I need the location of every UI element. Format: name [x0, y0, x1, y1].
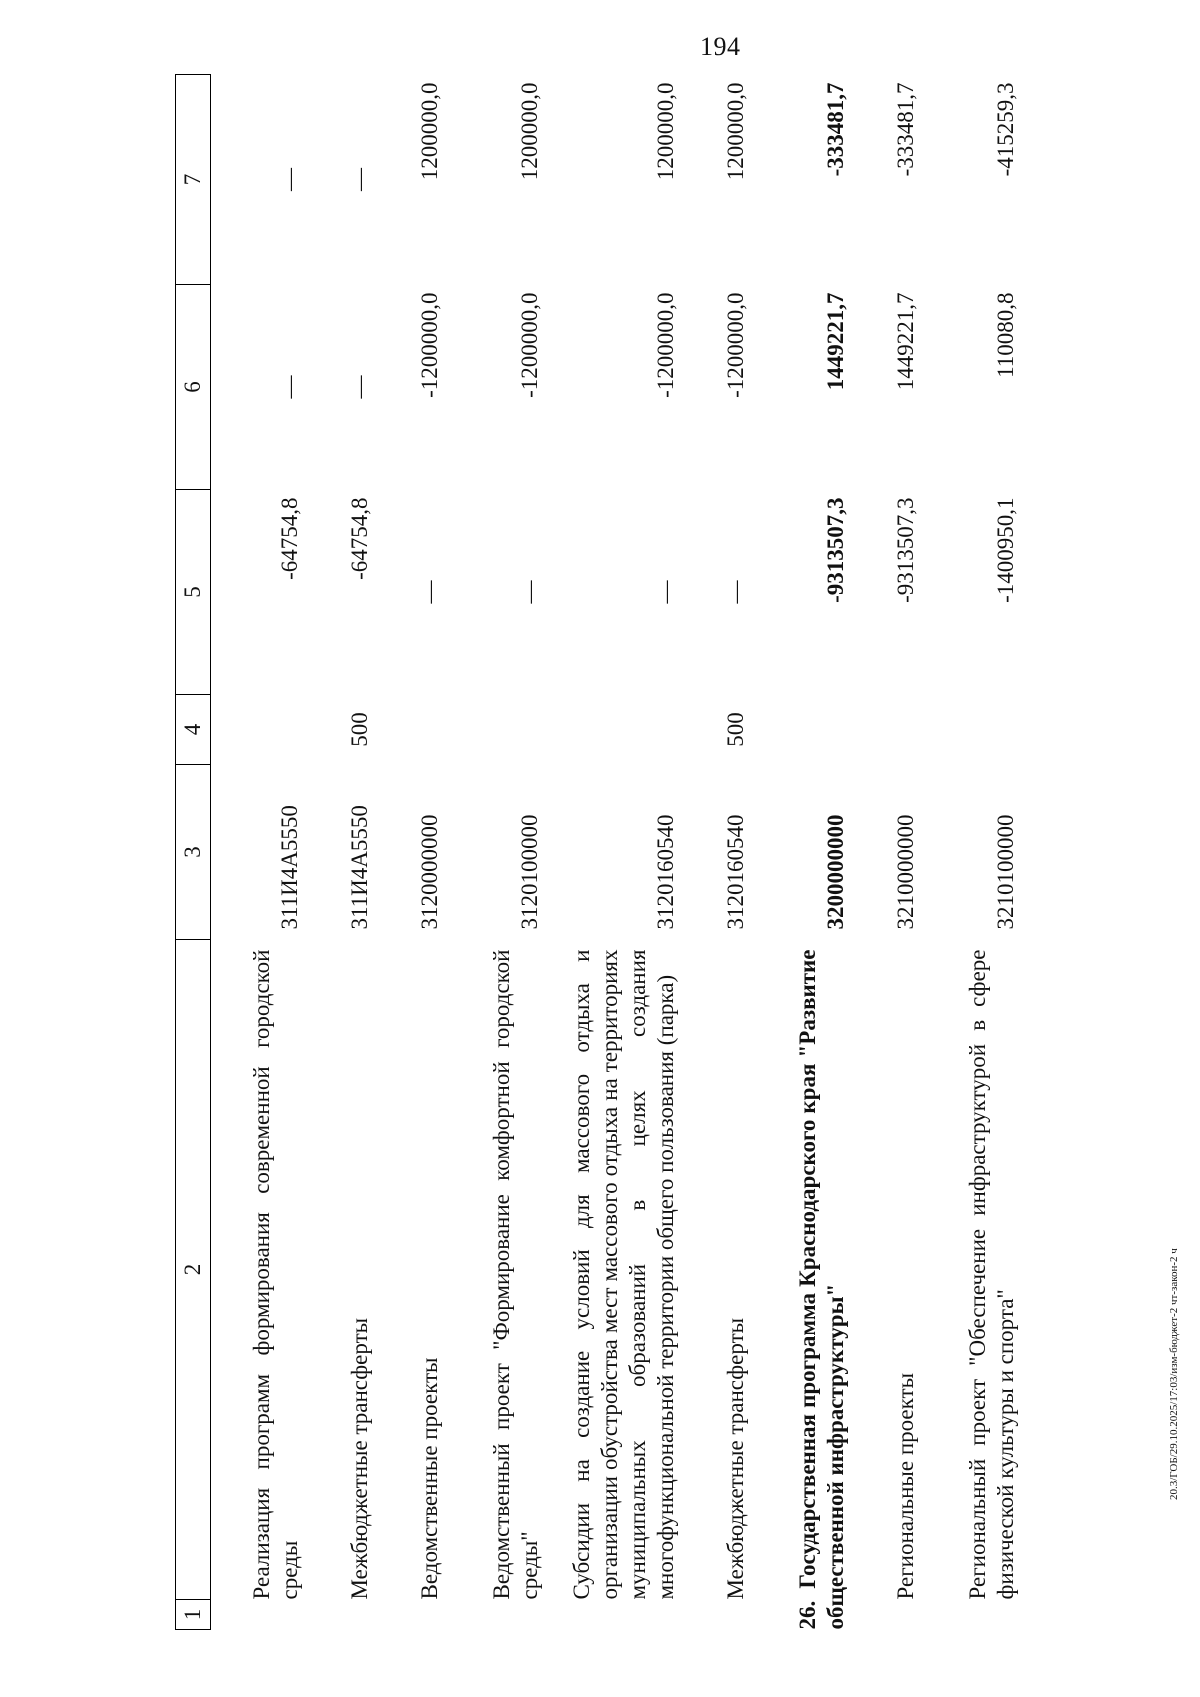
- row-name: Ведомственные проекты: [417, 1357, 443, 1600]
- row-value-5: -9313507,3: [893, 497, 919, 603]
- row-value-7: -415259,3: [993, 82, 1019, 177]
- column-header-4: 4: [176, 695, 211, 765]
- row-code: 3120160540: [653, 814, 679, 930]
- row-value-6: 1449221,7: [893, 292, 919, 391]
- table-row: [381, 75, 451, 1630]
- row-value-7: 1200000,0: [723, 82, 749, 181]
- row-index: [311, 1600, 381, 1630]
- row-value-5: —: [517, 580, 543, 604]
- column-header-2: 2: [176, 940, 211, 1600]
- row-type: [451, 695, 551, 765]
- row-index: [927, 1600, 1027, 1630]
- row-value-6: -1200000,0: [517, 292, 543, 398]
- row-value-5: -9313507,3: [823, 497, 849, 603]
- column-header-3: 3: [176, 765, 211, 940]
- row-type: [211, 695, 311, 765]
- row-name: Ведомственный проект "Формирование комфортной городской среды": [489, 949, 543, 1600]
- table-row: [927, 75, 1027, 1630]
- row-value-6: 110080,8: [993, 292, 1019, 378]
- row-value-6: -1200000,0: [723, 292, 749, 398]
- row-value-7: —: [347, 168, 373, 191]
- table-row: [311, 75, 381, 1630]
- row-index: [687, 1600, 757, 1630]
- budget-table-container: [175, 75, 1135, 1630]
- row-value-7: -333481,7: [893, 82, 919, 177]
- column-header-6: 6: [176, 285, 211, 490]
- row-value-6: -1200000,0: [653, 292, 679, 398]
- row-index: [451, 1600, 551, 1630]
- row-value-5: —: [723, 580, 749, 604]
- footer-document-code: 20.3/ГОБ/29.10.2025/17:03/изм-бюджет-2 чт-закон-2 ч: [1168, 1248, 1180, 1500]
- row-code: 3120160540: [723, 814, 749, 930]
- row-code: 3120000000: [417, 814, 443, 930]
- row-type: [757, 695, 857, 765]
- row-value-6: —: [347, 375, 373, 399]
- row-value-6: -1200000,0: [417, 292, 443, 398]
- row-value-6: —: [277, 375, 303, 399]
- table-row: [857, 75, 927, 1630]
- table-row: [211, 75, 311, 1630]
- row-value-5: -64754,8: [347, 497, 373, 580]
- row-type: 500: [723, 712, 749, 747]
- row-name: Субсидии на создание условий для массового отдыха и организации обустройства мест массового отдыха на территориях муниципальных образований в целях создания многофункциональной территории общего пользования (парка): [569, 949, 679, 1600]
- row-type: [857, 695, 927, 765]
- column-header-5: 5: [176, 490, 211, 695]
- row-name: Региональные проекты: [893, 1372, 919, 1600]
- row-value-5: -1400950,1: [993, 497, 1019, 603]
- column-header-1: 1: [176, 1600, 211, 1630]
- row-value-5: —: [653, 580, 679, 604]
- row-code: 311И4А5550: [347, 805, 373, 930]
- row-value-5: -64754,8: [277, 497, 303, 580]
- row-index: [211, 1600, 311, 1630]
- row-type: [381, 695, 451, 765]
- row-index: 26.: [795, 1600, 821, 1630]
- row-code: 311И4А5550: [277, 805, 303, 930]
- row-code: 3210100000: [993, 814, 1019, 930]
- row-value-7: 1200000,0: [517, 82, 543, 181]
- table-row: [687, 75, 757, 1630]
- row-code: 3120100000: [517, 814, 543, 930]
- column-header-7: 7: [176, 75, 211, 285]
- table-header-row: [176, 75, 211, 1630]
- row-name: Реализация программ формирования современной городской среды: [249, 949, 303, 1600]
- row-value-7: 1200000,0: [417, 82, 443, 181]
- row-value-7: —: [277, 168, 303, 191]
- row-name-text: Государственная программа Краснодарского края "Развитие общественной инфраструктуры": [795, 949, 849, 1630]
- row-index: [551, 1600, 687, 1630]
- table-row: [757, 75, 857, 1630]
- row-code: 3200000000: [823, 814, 849, 930]
- row-index: [857, 1600, 927, 1630]
- row-name: [757, 940, 857, 1630]
- table-row: [451, 75, 551, 1630]
- row-index: [381, 1600, 451, 1630]
- row-name: Межбюджетные трансферты: [723, 1317, 749, 1600]
- row-type: 500: [347, 712, 373, 747]
- row-code: 3210000000: [893, 814, 919, 930]
- row-name: Региональный проект "Обеспечение инфраструктурой в сфере физической культуры и спорта": [965, 949, 1019, 1600]
- page-number: 194: [700, 32, 741, 61]
- row-type: [927, 695, 1027, 765]
- row-type: [551, 695, 687, 765]
- row-name: Межбюджетные трансферты: [347, 1317, 373, 1600]
- row-value-7: -333481,7: [823, 82, 849, 177]
- table-row: [551, 75, 687, 1630]
- row-value-6: 1449221,7: [823, 292, 849, 391]
- row-value-5: —: [417, 580, 443, 604]
- row-value-7: 1200000,0: [653, 82, 679, 181]
- budget-table: [175, 74, 1027, 1630]
